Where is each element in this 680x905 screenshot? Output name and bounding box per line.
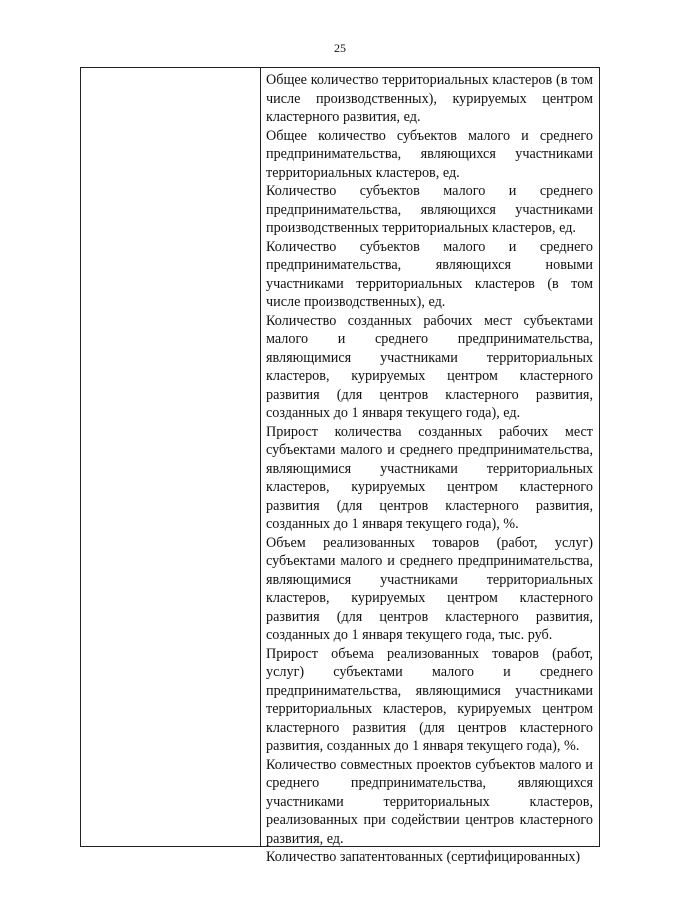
indicators-table [80,67,600,865]
indicator-paragraph: Количество запатентованных (сертифицированных) [266,849,581,865]
indicator-paragraph: Прирост объема реализованных товаров (работ, услуг) субъектами малого и среднего предпринимательства, являющимися участниками территориальных кластеров, курируемых центром кластерного развития (для центров кластерного развития, созданных до 1 января текущего года), %. [266,645,593,754]
indicator-paragraph: Количество совместных проектов субъектов малого и среднего предпринимательства, являющихся участниками территориальных кластеров, реализованных при содействии центров кластерного развития, ед. [266,756,593,847]
indicator-paragraph: Общее количество территориальных кластеров (в том числе производственных), курируемых центром кластерного развития, ед. [266,72,593,125]
indicator-paragraph: Количество созданных рабочих мест субъектами малого и среднего предпринимательства, являющимися участниками территориальных кластеров, курируемых центром кластерного развития (для центров кластерного развития, созданных до 1 января текущего года), ед. [266,312,593,421]
indicator-paragraph: Количество субъектов малого и среднего предпринимательства, являющихся участниками производственных территориальных кластеров, ед. [266,183,593,236]
table-left-cell [81,68,261,846]
indicator-paragraph: Прирост количества созданных рабочих мест субъектами малого и среднего предпринимательства, являющимися участниками территориальных кластеров, курируемых центром кластерного развития (для центров кластерного развития, созданных до 1 января текущего года), %. [266,423,593,532]
indicator-paragraph: Количество субъектов малого и среднего предпринимательства, являющихся новыми участниками территориальных кластеров (в том числе производственных), ед. [266,238,593,310]
indicator-paragraph: Общее количество субъектов малого и среднего предпринимательства, являющихся участниками территориальных кластеров, ед. [266,127,593,181]
page-number: 25 [334,41,346,55]
indicator-paragraph: Объем реализованных товаров (работ, услуг) субъектами малого и среднего предпринимательства, являющимися участниками территориальных кластеров, курируемых центром кластерного развития (для центров кластерного развития, созданных до 1 января текущего года, тыс. руб. [266,534,593,643]
table-right-cell [261,68,599,865]
